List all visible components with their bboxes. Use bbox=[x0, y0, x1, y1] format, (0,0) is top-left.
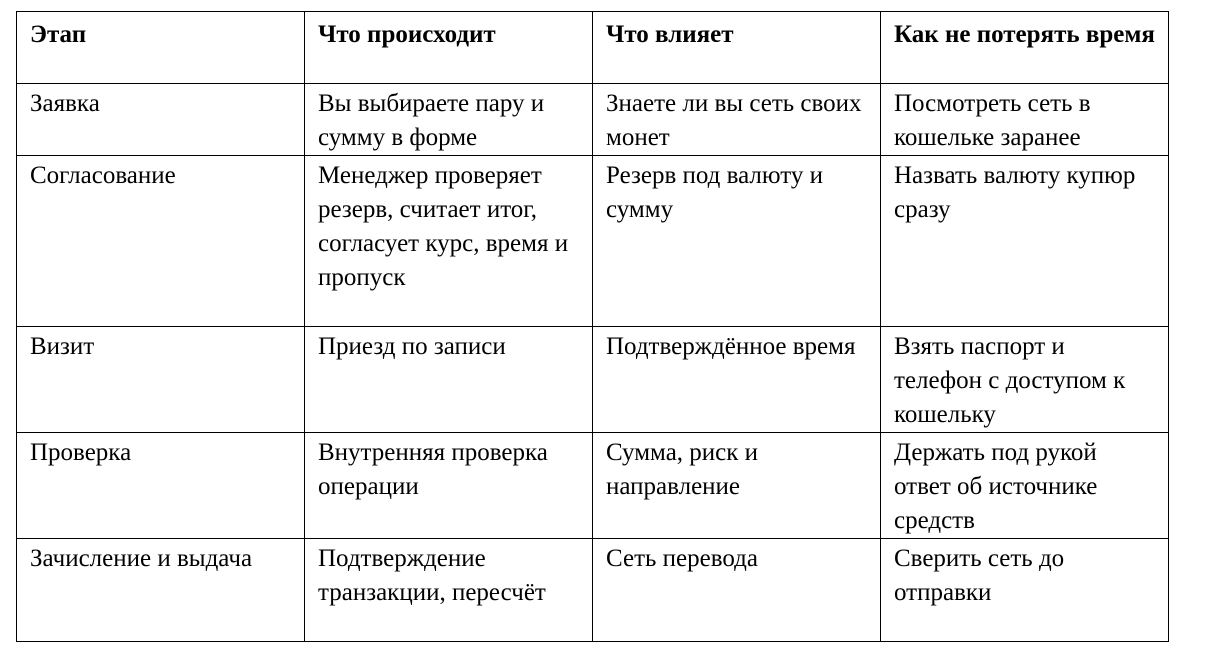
table-header-row bbox=[17, 12, 1169, 84]
table-cell: Проверка bbox=[17, 433, 305, 539]
table-cell: Сеть перевода bbox=[593, 539, 881, 642]
table-cell: Взять паспорт и телефон с доступом к кошельку bbox=[881, 327, 1169, 433]
table-row bbox=[17, 539, 1169, 642]
table-cell: Назвать валюту купюр сразу bbox=[881, 156, 1169, 327]
process-table bbox=[16, 11, 1169, 642]
table-cell: Внутренняя проверка операции bbox=[305, 433, 593, 539]
table-cell: Посмотреть сеть в кошельке заранее bbox=[881, 84, 1169, 156]
table-cell: Заявка bbox=[17, 84, 305, 156]
table-cell: Сумма, риск и направление bbox=[593, 433, 881, 539]
table-cell: Визит bbox=[17, 327, 305, 433]
table-cell: Знаете ли вы сеть своих монет bbox=[593, 84, 881, 156]
header-cell-what-happens: Что происходит bbox=[305, 12, 593, 84]
header-cell-what-affects: Что влияет bbox=[593, 12, 881, 84]
table-row bbox=[17, 327, 1169, 433]
table-row bbox=[17, 156, 1169, 327]
table-cell: Подтверждение транзакции, пересчёт bbox=[305, 539, 593, 642]
table-cell: Держать под рукой ответ об источнике средств bbox=[881, 433, 1169, 539]
table-cell: Сверить сеть до отправки bbox=[881, 539, 1169, 642]
table-row bbox=[17, 433, 1169, 539]
table-cell: Резерв под валюту и сумму bbox=[593, 156, 881, 327]
header-cell-how-not-to-lose-time: Как не потерять время bbox=[881, 12, 1169, 84]
table-cell: Приезд по записи bbox=[305, 327, 593, 433]
table-cell: Вы выбираете пару и сумму в форме bbox=[305, 84, 593, 156]
table-cell: Зачисление и выдача bbox=[17, 539, 305, 642]
table-row bbox=[17, 84, 1169, 156]
table-cell: Менеджер проверяет резерв, считает итог, согласует курс, время и пропуск bbox=[305, 156, 593, 327]
header-cell-stage: Этап bbox=[17, 12, 305, 84]
table-cell: Согласование bbox=[17, 156, 305, 327]
table-cell: Подтверждённое время bbox=[593, 327, 881, 433]
